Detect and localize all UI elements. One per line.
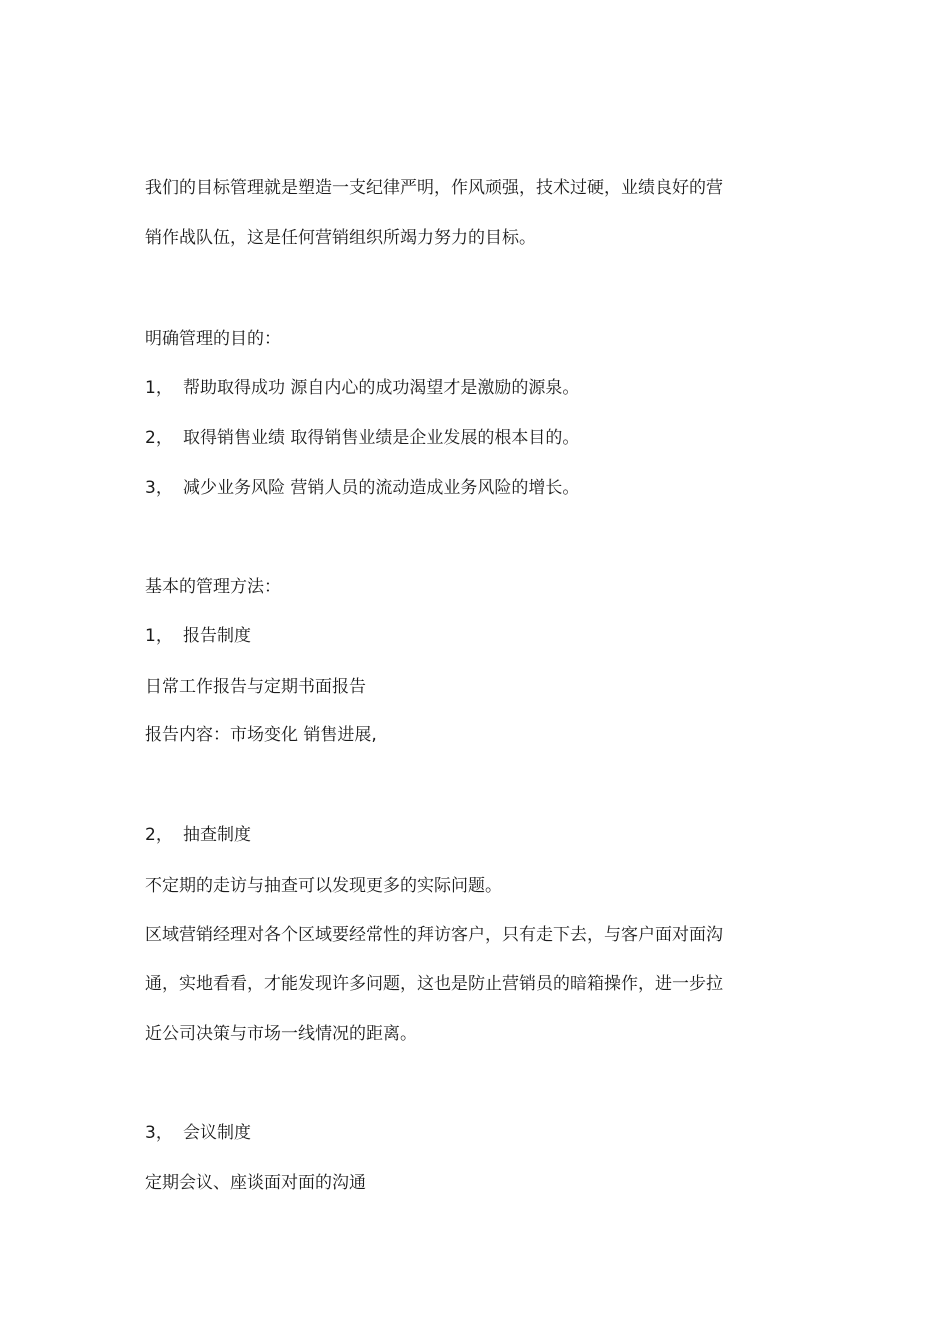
- purpose-item-2: [145, 427, 579, 449]
- method-check-title: [145, 824, 251, 846]
- meeting-line-1: 定期会议、座谈面对面的沟通: [145, 1173, 366, 1193]
- purpose-item-3: [145, 477, 579, 499]
- item-number: 1，: [145, 378, 173, 398]
- purpose-heading: 明确管理的目的：: [145, 329, 281, 349]
- item-text: 帮助取得成功 源自内心的成功渴望才是激励的源泉。: [183, 378, 580, 398]
- check-line-1: 不定期的走访与抽查可以发现更多的实际问题。: [145, 876, 502, 896]
- item-number: 2，: [145, 428, 173, 448]
- check-line-4: 近公司决策与市场一线情况的距离。: [145, 1024, 417, 1044]
- item-number: 2，: [145, 825, 173, 845]
- intro-line-1: 我们的目标管理就是塑造一支纪律严明，作风顽强，技术过硬，业绩良好的营: [145, 178, 723, 198]
- check-line-3: 通，实地看看，才能发现许多问题，这也是防止营销员的暗箱操作，进一步拉: [145, 974, 723, 994]
- item-number: 3，: [145, 478, 173, 498]
- report-line-2: 报告内容：市场变化 销售进展,: [145, 725, 377, 745]
- intro-line-2: 销作战队伍，这是任何营销组织所竭力努力的目标。: [145, 228, 536, 248]
- item-text: 取得销售业绩 取得销售业绩是企业发展的根本目的。: [183, 428, 580, 448]
- item-text: 抽查制度: [183, 825, 251, 845]
- check-line-2: 区域营销经理对各个区域要经常性的拜访客户，只有走下去，与客户面对面沟: [145, 925, 723, 945]
- method-meeting-title: [145, 1122, 251, 1144]
- item-text: 会议制度: [183, 1123, 251, 1143]
- item-text: 报告制度: [183, 626, 251, 646]
- item-number: 3，: [145, 1123, 173, 1143]
- purpose-item-1: [145, 377, 579, 399]
- item-text: 减少业务风险 营销人员的流动造成业务风险的增长。: [183, 478, 580, 498]
- item-number: 1，: [145, 626, 173, 646]
- method-report-title: [145, 625, 251, 647]
- methods-heading: 基本的管理方法：: [145, 577, 281, 597]
- report-line-1: 日常工作报告与定期书面报告: [145, 677, 366, 697]
